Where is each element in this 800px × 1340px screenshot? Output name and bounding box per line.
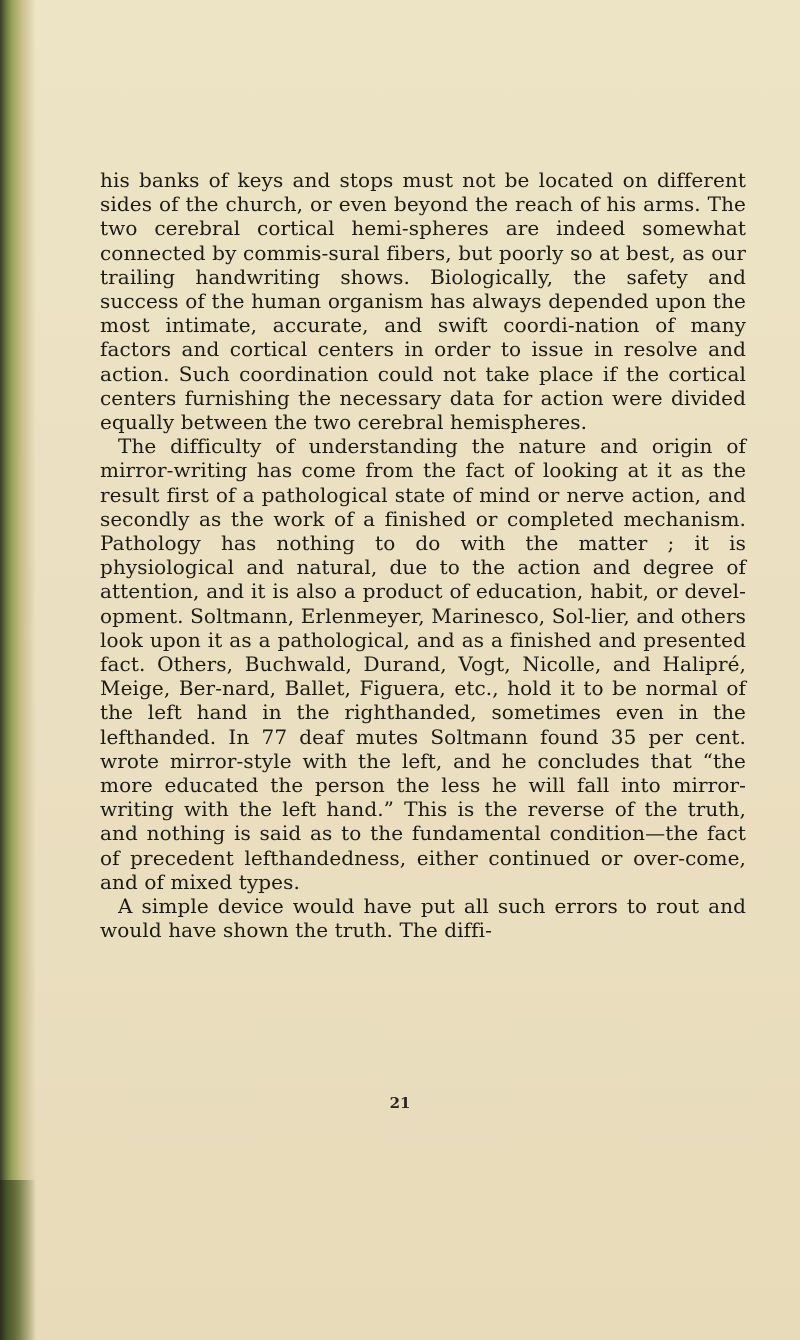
paragraph-1: his banks of keys and stops must not be located on different sides of the church, or even beyond the reach of his arms. The two cerebral cortical hemi-spheres are indeed somewhat connected by commis-sural fibers, but poorly so at best, as our trailing handwriting shows. Biologically, the safety and success of the human organism has always depended upon the most intimate, accurate, and swift coordi-nation of many factors and cortical centers in order to issue in resolve and action. Such coordination could not take place if the cortical centers furnishing the necessary data for action were divided equally between the two cerebral hemispheres. — [100, 168, 746, 435]
page-binding-edge — [0, 0, 36, 1340]
body-text — [100, 168, 746, 943]
page-number: 21 — [389, 1094, 411, 1112]
paragraph-3: A simple device would have put all such errors to rout and would have shown the truth. The diffi- — [100, 894, 746, 943]
page-binding-shadow — [0, 1180, 40, 1340]
paragraph-2: The difficulty of understanding the nature and origin of mirror-writing has come from the fact of looking at it as the result first of a pathological state of mind or nerve action, and secondly as the work of a finished or completed mechanism. Pathology has nothing to do with the matter ; it is physiological and natural, due to the action and degree of attention, and it is also a product of education, habit, or devel-opment. Soltmann, Erlenmeyer, Marinesco, Sol-lier, and others look upon it as a pathological, and as a finished and presented fact. Others, Buchwald, Durand, Vogt, Nicolle, and Halipré, Meige, Ber-nard, Ballet, Figuera, etc., hold it to be normal of the left hand in the righthanded, sometimes even in the lefthanded. In 77 deaf mutes Soltmann found 35 per cent. wrote mirror-style with the left, and he concludes that “the more educated the person the less he will fall into mirror-writing with the left hand.” This is the reverse of the truth, and nothing is said as to the fundamental condition—the fact of precedent lefthandedness, either continued or over-come, and of mixed types. — [100, 434, 746, 894]
